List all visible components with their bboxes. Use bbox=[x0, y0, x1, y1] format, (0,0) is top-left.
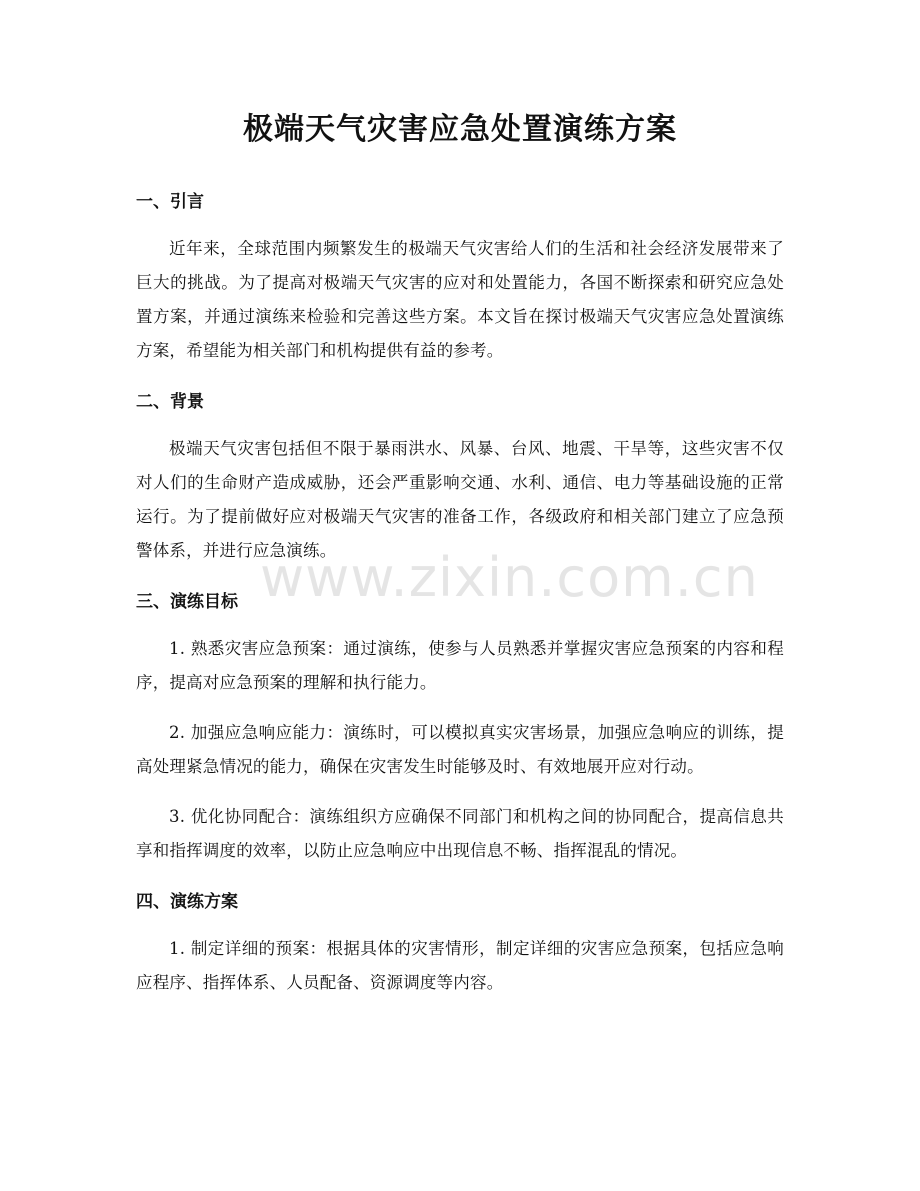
list-item: 3. 优化协同配合：演练组织方应确保不同部门和机构之间的协同配合，提高信息共享和指挥调度的效率，以防止应急响应中出现信息不畅、指挥混乱的情况。 bbox=[136, 807, 784, 860]
watermark: www.zixin.com.cn bbox=[260, 546, 759, 609]
section-background bbox=[136, 386, 784, 568]
section-introduction bbox=[136, 186, 784, 368]
section-heading: 三、演练目标 bbox=[136, 592, 238, 612]
section-drill-plan bbox=[136, 886, 784, 1000]
section-heading: 二、背景 bbox=[136, 392, 204, 412]
document-body bbox=[136, 186, 784, 1016]
list-item: 2. 加强应急响应能力：演练时，可以模拟真实灾害场景，加强应急响应的训练，提高处理紧急情况的能力，确保在灾害发生时能够及时、有效地展开应对行动。 bbox=[136, 723, 784, 776]
paragraph: 极端天气灾害包括但不限于暴雨洪水、风暴、台风、地震、干旱等，这些灾害不仅对人们的生命财产造成威胁，还会严重影响交通、水利、通信、电力等基础设施的正常运行。为了提前做好应对极端天气灾害的准备工作，各级政府和相关部门建立了应急预警体系，并进行应急演练。 bbox=[136, 439, 784, 560]
section-drill-goals bbox=[136, 586, 784, 868]
paragraph: 近年来，全球范围内频繁发生的极端天气灾害给人们的生活和社会经济发展带来了巨大的挑战。为了提高对极端天气灾害的应对和处置能力，各国不断探索和研究应急处置方案，并通过演练来检验和完善这些方案。本文旨在探讨极端天气灾害应急处置演练方案，希望能为相关部门和机构提供有益的参考。 bbox=[136, 239, 784, 360]
section-heading: 一、引言 bbox=[136, 192, 204, 212]
page-title: 极端天气灾害应急处置演练方案 bbox=[243, 112, 677, 147]
list-item: 1. 制定详细的预案：根据具体的灾害情形，制定详细的灾害应急预案，包括应急响应程序、指挥体系、人员配备、资源调度等内容。 bbox=[136, 939, 784, 992]
list-item: 1. 熟悉灾害应急预案：通过演练，使参与人员熟悉并掌握灾害应急预案的内容和程序，提高对应急预案的理解和执行能力。 bbox=[136, 639, 784, 692]
section-heading: 四、演练方案 bbox=[136, 892, 238, 912]
